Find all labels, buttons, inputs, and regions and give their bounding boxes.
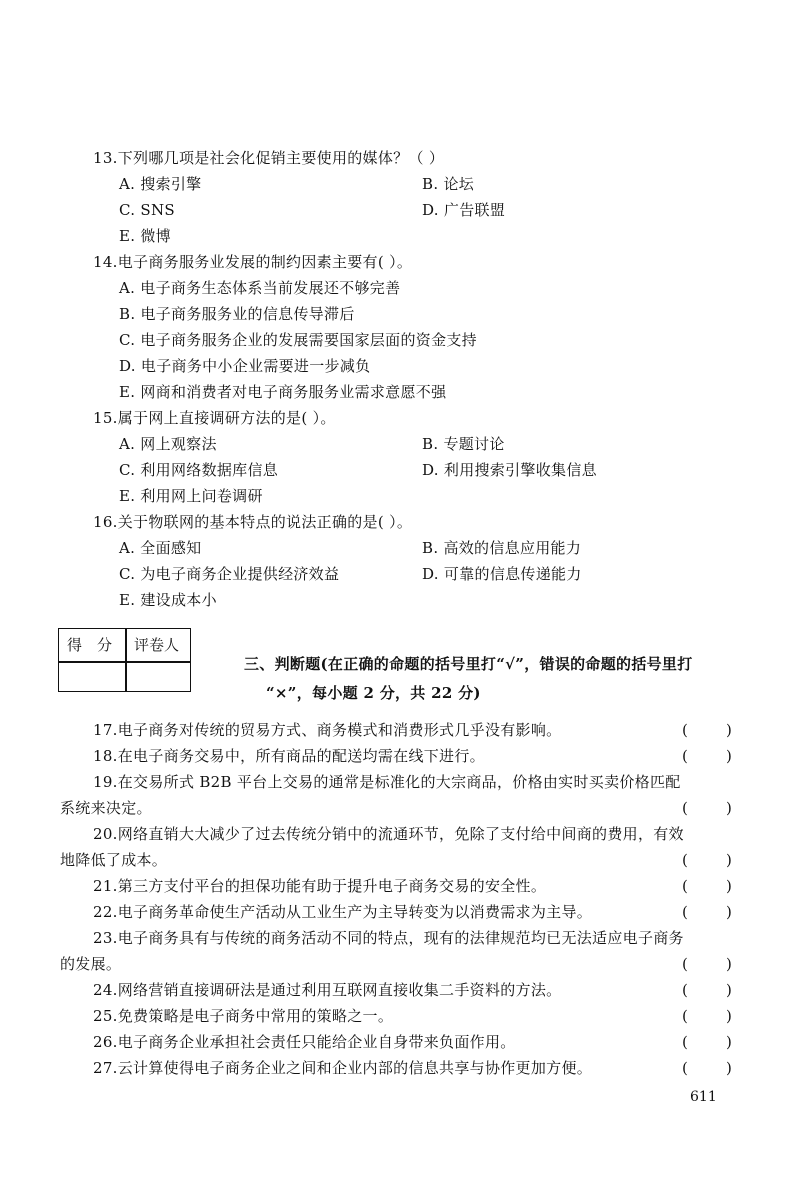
question-16-stem: 16.关于物联网的基本特点的说法正确的是( ）。 xyxy=(93,513,413,531)
answer-paren-25[interactable]: ( ) xyxy=(682,1007,732,1025)
question-13-stem: 13.下列哪几项是社会化促销主要使用的媒体？（ ） xyxy=(93,149,445,167)
q14-option-d: D. 电子商务中小企业需要进一步减负 xyxy=(119,357,371,375)
question-19-cont: 系统来决定。 xyxy=(60,799,152,817)
page-number: 611 xyxy=(690,1089,717,1105)
question-21: 21.第三方支付平台的担保功能有助于提升电子商务交易的安全性。 xyxy=(93,877,547,895)
q13-option-d: D. 广告联盟 xyxy=(422,201,506,219)
question-27: 27.云计算使得电子商务企业之间和企业内部的信息共享与协作更加方便。 xyxy=(93,1059,593,1077)
section-3-title: 三、判断题(在正确的命题的括号里打“√”，错误的命题的括号里打 xyxy=(244,655,693,673)
q15-option-d: D. 利用搜索引擎收集信息 xyxy=(422,461,597,479)
answer-paren-24[interactable]: ( ) xyxy=(682,981,732,999)
q13-option-a: A. 搜索引擎 xyxy=(119,175,202,193)
answer-paren-19[interactable]: ( ) xyxy=(682,799,732,817)
q14-option-c: C. 电子商务服务企业的发展需要国家层面的资金支持 xyxy=(119,331,477,349)
q14-option-e: E. 网商和消费者对电子商务服务业需求意愿不强 xyxy=(119,383,447,401)
question-15-stem: 15.属于网上直接调研方法的是( ）。 xyxy=(93,409,336,427)
q15-option-e: E. 利用网上问卷调研 xyxy=(119,487,263,505)
q13-option-c: C. SNS xyxy=(119,201,175,219)
answer-paren-18[interactable]: ( ) xyxy=(682,747,732,765)
answer-paren-21[interactable]: ( ) xyxy=(682,877,732,895)
question-23: 23.电子商务具有与传统的商务活动不同的特点，现有的法律规范均已无法适应电子商务 xyxy=(93,929,684,947)
question-25: 25.免费策略是电子商务中常用的策略之一。 xyxy=(93,1007,394,1025)
q13-option-e: E. 微博 xyxy=(119,227,171,245)
question-26: 26.电子商务企业承担社会责任只能给企业自身带来负面作用。 xyxy=(93,1033,516,1051)
q14-option-b: B. 电子商务服务业的信息传导滞后 xyxy=(119,305,355,323)
q15-option-a: A. 网上观察法 xyxy=(119,435,217,453)
question-23-cont: 的发展。 xyxy=(60,955,122,973)
answer-paren-22[interactable]: ( ) xyxy=(682,903,732,921)
question-20-cont: 地降低了成本。 xyxy=(60,851,168,869)
q14-option-a: A. 电子商务生态体系当前发展还不够完善 xyxy=(119,279,401,297)
question-24: 24.网络营销直接调研法是通过利用互联网直接收集二手资料的方法。 xyxy=(93,981,562,999)
score-label: 得 分 xyxy=(67,636,113,654)
q16-option-e: E. 建设成本小 xyxy=(119,591,217,609)
q15-option-c: C. 利用网络数据库信息 xyxy=(119,461,279,479)
q15-option-b: B. 专题讨论 xyxy=(422,435,505,453)
question-18: 18.在电子商务交易中，所有商品的配送均需在线下进行。 xyxy=(93,747,485,765)
question-19: 19.在交易所式 B2B 平台上交易的通常是标准化的大宗商品，价格由实时买卖价格匹配 xyxy=(93,773,681,791)
q16-option-d: D. 可靠的信息传递能力 xyxy=(422,565,582,583)
q13-option-b: B. 论坛 xyxy=(422,175,475,193)
question-17: 17.电子商务对传统的贸易方式、商务模式和消费形式几乎没有影响。 xyxy=(93,721,562,739)
table-divider-vertical xyxy=(125,629,127,691)
score-grader-table xyxy=(58,628,191,692)
section-3-title-cont: “×”，每小题 2 分，共 22 分) xyxy=(266,684,481,702)
q16-option-b: B. 高效的信息应用能力 xyxy=(422,539,582,557)
grader-label: 评卷人 xyxy=(134,636,180,654)
question-20: 20.网络直销大大减少了过去传统分销中的流通环节，免除了支付给中间商的费用，有效 xyxy=(93,825,684,843)
question-14-stem: 14.电子商务服务业发展的制约因素主要有( ）。 xyxy=(93,253,413,271)
question-22: 22.电子商务革命使生产活动从工业生产为主导转变为以消费需求为主导。 xyxy=(93,903,593,921)
answer-paren-23[interactable]: ( ) xyxy=(682,955,732,973)
answer-paren-26[interactable]: ( ) xyxy=(682,1033,732,1051)
q16-option-a: A. 全面感知 xyxy=(119,539,202,557)
q16-option-c: C. 为电子商务企业提供经济效益 xyxy=(119,565,340,583)
answer-paren-20[interactable]: ( ) xyxy=(682,851,732,869)
answer-paren-27[interactable]: ( ) xyxy=(682,1059,732,1077)
answer-paren-17[interactable]: ( ) xyxy=(682,721,732,739)
table-divider-horizontal xyxy=(59,661,190,663)
